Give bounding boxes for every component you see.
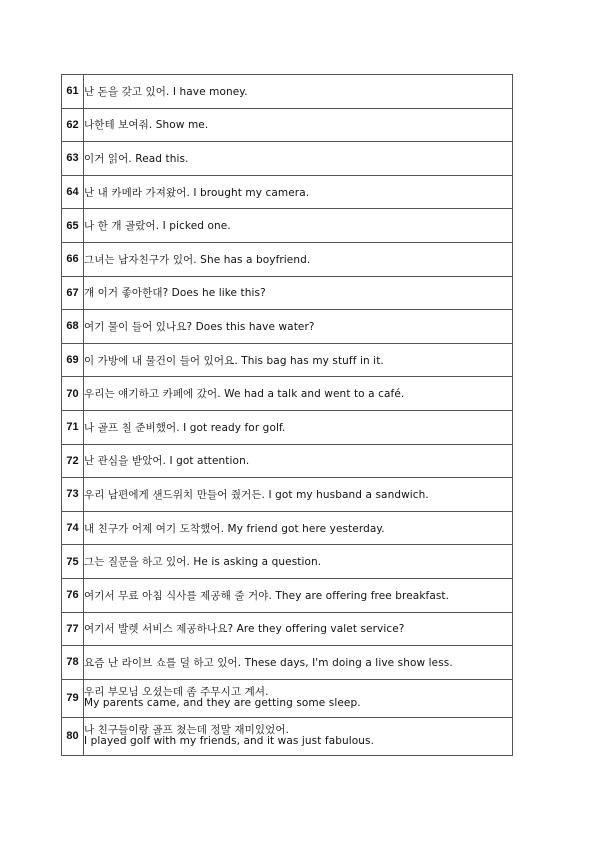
phrase-text-line: 여기서 발렛 서비스 제공하나요? Are they offering valet service?: [84, 623, 405, 636]
phrase-row: [62, 478, 513, 512]
phrase-text: [84, 444, 513, 478]
phrase-text-line: 그는 질문을 하고 있어. He is asking a question.: [84, 556, 322, 569]
phrase-row: [62, 444, 513, 478]
phrase-text-line: 요즘 난 라이브 쇼를 덜 하고 있어. These days, I'm doing a live show less.: [84, 656, 453, 669]
phrase-row: [62, 142, 513, 176]
phrase-number: 73: [62, 478, 84, 512]
phrase-row: [62, 209, 513, 243]
phrase-number: 64: [62, 175, 84, 209]
phrase-number: 70: [62, 377, 84, 411]
phrase-number: 80: [62, 717, 84, 755]
phrase-row: [62, 511, 513, 545]
phrase-row: [62, 75, 513, 109]
phrase-row: [62, 343, 513, 377]
phrase-number: 72: [62, 444, 84, 478]
phrase-text: [84, 142, 513, 176]
phrase-text-line: 나 친구들이랑 골프 쳤는데 정말 재미있었어.: [84, 724, 289, 737]
phrase-text-line: 이 가방에 내 물건이 들어 있어요. This bag has my stuff in it.: [84, 354, 384, 367]
phrase-text-line: 우리 남편에게 샌드위치 만들어 줬거든. I got my husband a sandwich.: [84, 488, 429, 501]
phrase-text: [84, 209, 513, 243]
phrase-text: [84, 578, 513, 612]
phrase-number: 63: [62, 142, 84, 176]
phrase-row: [62, 310, 513, 344]
phrase-number: 67: [62, 276, 84, 310]
phrase-text-line: 나한테 보여줘. Show me.: [84, 119, 209, 132]
phrase-table: [61, 74, 513, 756]
phrase-text: [84, 276, 513, 310]
phrase-row: [62, 175, 513, 209]
phrase-text-line: 우리는 얘기하고 카페에 갔어. We had a talk and went to a café.: [84, 388, 405, 401]
phrase-text: [84, 377, 513, 411]
phrase-row: [62, 276, 513, 310]
phrase-text-line: 나 골프 칠 준비했어. I got ready for golf.: [84, 421, 286, 434]
phrase-text: [84, 679, 513, 717]
phrase-number: 68: [62, 310, 84, 344]
phrase-row: [62, 646, 513, 680]
phrase-text: [84, 310, 513, 344]
phrase-text-line: 여기 물이 들어 있나요? Does this have water?: [84, 320, 315, 333]
phrase-number: 61: [62, 75, 84, 109]
phrase-row: [62, 410, 513, 444]
phrase-row: [62, 717, 513, 755]
phrase-text: [84, 410, 513, 444]
phrase-text-line: 걔 이거 좋아한대? Does he like this?: [84, 287, 266, 300]
phrase-row: [62, 377, 513, 411]
phrase-text: [84, 511, 513, 545]
phrase-number: 62: [62, 108, 84, 142]
phrase-row: [62, 578, 513, 612]
phrase-number: 65: [62, 209, 84, 243]
phrase-text-line: 그녀는 남자친구가 있어. She has a boyfriend.: [84, 253, 311, 266]
phrase-number: 78: [62, 646, 84, 680]
phrase-text-line: 난 관심을 받았어. I got attention.: [84, 455, 250, 468]
phrase-text: [84, 175, 513, 209]
phrase-sheet: [61, 74, 513, 756]
phrase-text-line: 우리 부모님 오셨는데 좀 주무시고 계셔.: [84, 686, 269, 699]
phrase-number: 76: [62, 578, 84, 612]
phrase-text: [84, 717, 513, 755]
phrase-text: [84, 242, 513, 276]
phrase-text: [84, 343, 513, 377]
phrase-text-line: 나 한 개 골랐어. I picked one.: [84, 220, 231, 233]
phrase-text-line: My parents came, and they are getting some sleep.: [84, 697, 361, 710]
phrase-row: [62, 108, 513, 142]
phrase-text: [84, 545, 513, 579]
phrase-text: [84, 646, 513, 680]
phrase-text: [84, 478, 513, 512]
phrase-number: 74: [62, 511, 84, 545]
phrase-text: [84, 108, 513, 142]
phrase-text: [84, 612, 513, 646]
phrase-text-line: 내 친구가 어제 여기 도착했어. My friend got here yesterday.: [84, 522, 385, 535]
phrase-row: [62, 679, 513, 717]
phrase-number: 69: [62, 343, 84, 377]
phrase-text-line: 여기서 무료 아침 식사를 제공해 줄 거야. They are offering free breakfast.: [84, 589, 450, 602]
phrase-number: 75: [62, 545, 84, 579]
phrase-number: 77: [62, 612, 84, 646]
phrase-row: [62, 612, 513, 646]
phrase-row: [62, 545, 513, 579]
phrase-text-line: 이거 읽어. Read this.: [84, 152, 189, 165]
phrase-number: 79: [62, 679, 84, 717]
phrase-text-line: 난 내 카메라 가져왔어. I brought my camera.: [84, 186, 310, 199]
phrase-text-line: 난 돈을 갖고 있어. I have money.: [84, 85, 248, 98]
phrase-table-body: [62, 75, 513, 756]
phrase-number: 66: [62, 242, 84, 276]
phrase-row: [62, 242, 513, 276]
phrase-text-line: I played golf with my friends, and it was just fabulous.: [84, 735, 375, 748]
phrase-number: 71: [62, 410, 84, 444]
phrase-text: [84, 75, 513, 109]
